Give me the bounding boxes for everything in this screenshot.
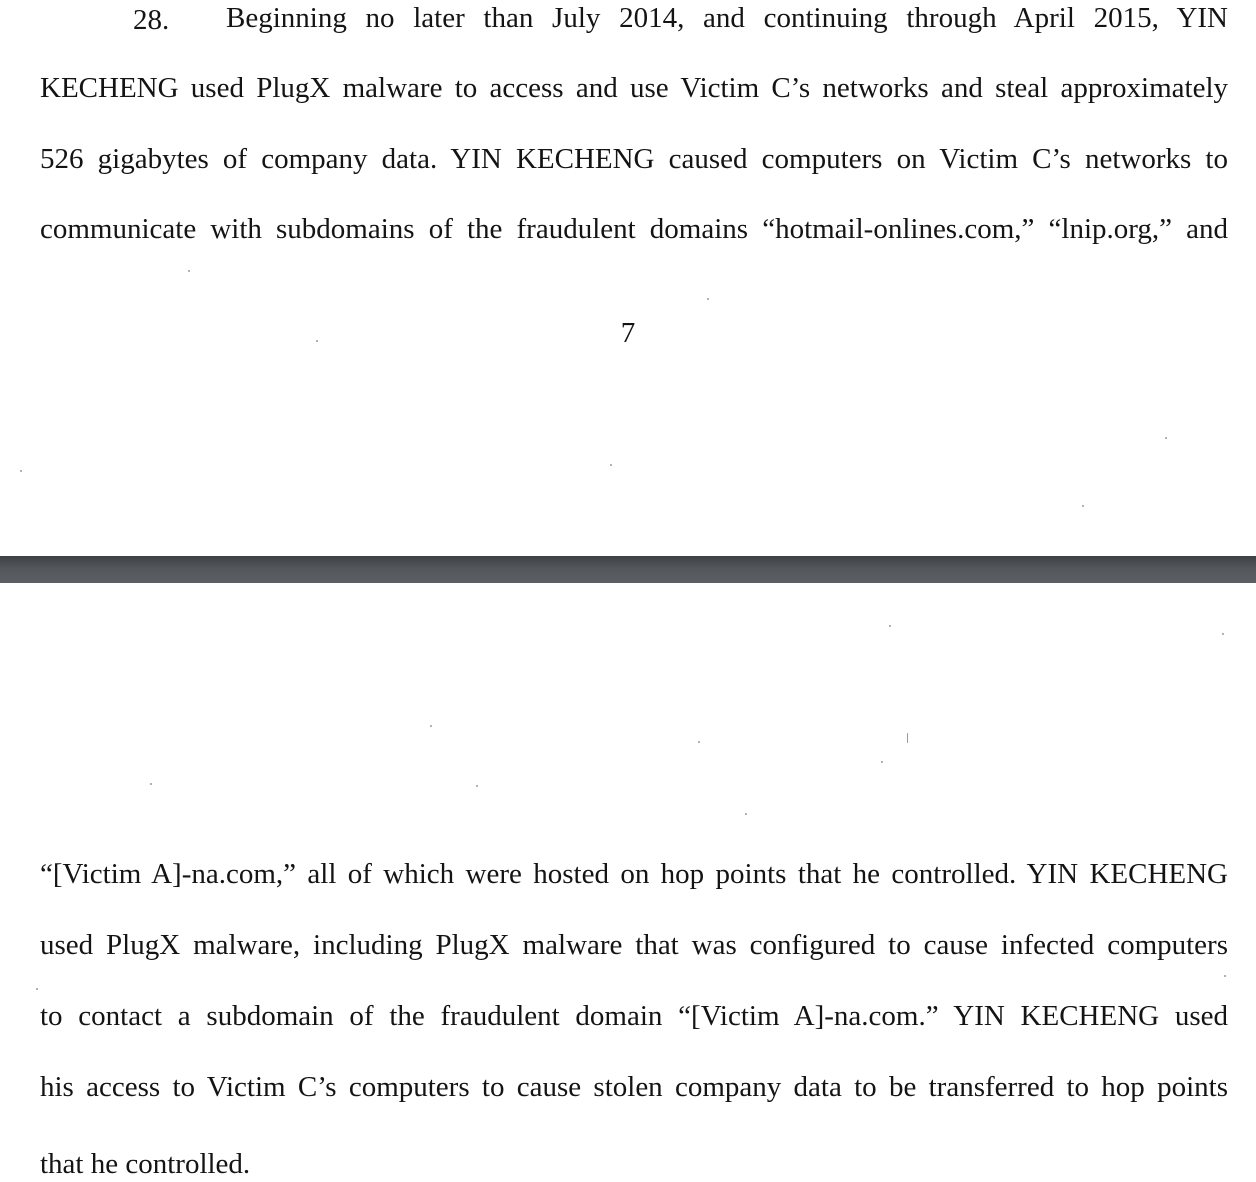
text-line: “[Victim A]-na.com,” all of which were hosted on hop points that he controlled. YIN KECHENG <box>40 858 1228 890</box>
text-line: communicate with subdomains of the fraudulent domains “hotmail-onlines.com,” “lnip.org,” and <box>40 213 1228 245</box>
page-number: 7 <box>620 317 636 349</box>
text-line: to contact a subdomain of the fraudulent domain “[Victim A]-na.com.” YIN KECHENG used <box>40 1000 1228 1032</box>
page-separator <box>0 556 1256 583</box>
scan-speck <box>430 725 432 727</box>
text-line: used PlugX malware, including PlugX malware that was configured to cause infected computers <box>40 929 1228 961</box>
scan-speck <box>316 340 318 342</box>
text-line: that he controlled. <box>40 1148 251 1180</box>
document-page-bottom <box>0 583 1256 1182</box>
scan-speck <box>188 270 190 272</box>
scan-speck <box>36 988 38 990</box>
text-line: 526 gigabytes of company data. YIN KECHENG caused computers on Victim C’s networks to <box>40 143 1228 175</box>
scan-speck <box>1224 975 1226 977</box>
scan-speck <box>1222 633 1224 635</box>
scan-speck <box>707 298 709 300</box>
scan-speck <box>150 783 152 785</box>
scan-speck <box>698 741 700 743</box>
scan-speck <box>889 625 891 627</box>
scan-speck <box>1082 505 1084 507</box>
scan-speck <box>476 785 478 787</box>
text-line: his access to Victim C’s computers to cause stolen company data to be transferred to hop points <box>40 1071 1228 1103</box>
paragraph-number: 28. <box>133 4 170 36</box>
scan-speck <box>1165 437 1167 439</box>
document-page-top <box>0 0 1256 556</box>
scan-speck <box>20 470 22 472</box>
scan-speck <box>745 813 747 815</box>
scan-speck <box>610 464 612 466</box>
text-line: Beginning no later than July 2014, and continuing through April 2015, YIN <box>226 2 1228 34</box>
text-line: KECHENG used PlugX malware to access and use Victim C’s networks and steal approximately <box>40 72 1228 104</box>
scan-speck <box>881 761 883 763</box>
scan-speck <box>907 733 908 743</box>
